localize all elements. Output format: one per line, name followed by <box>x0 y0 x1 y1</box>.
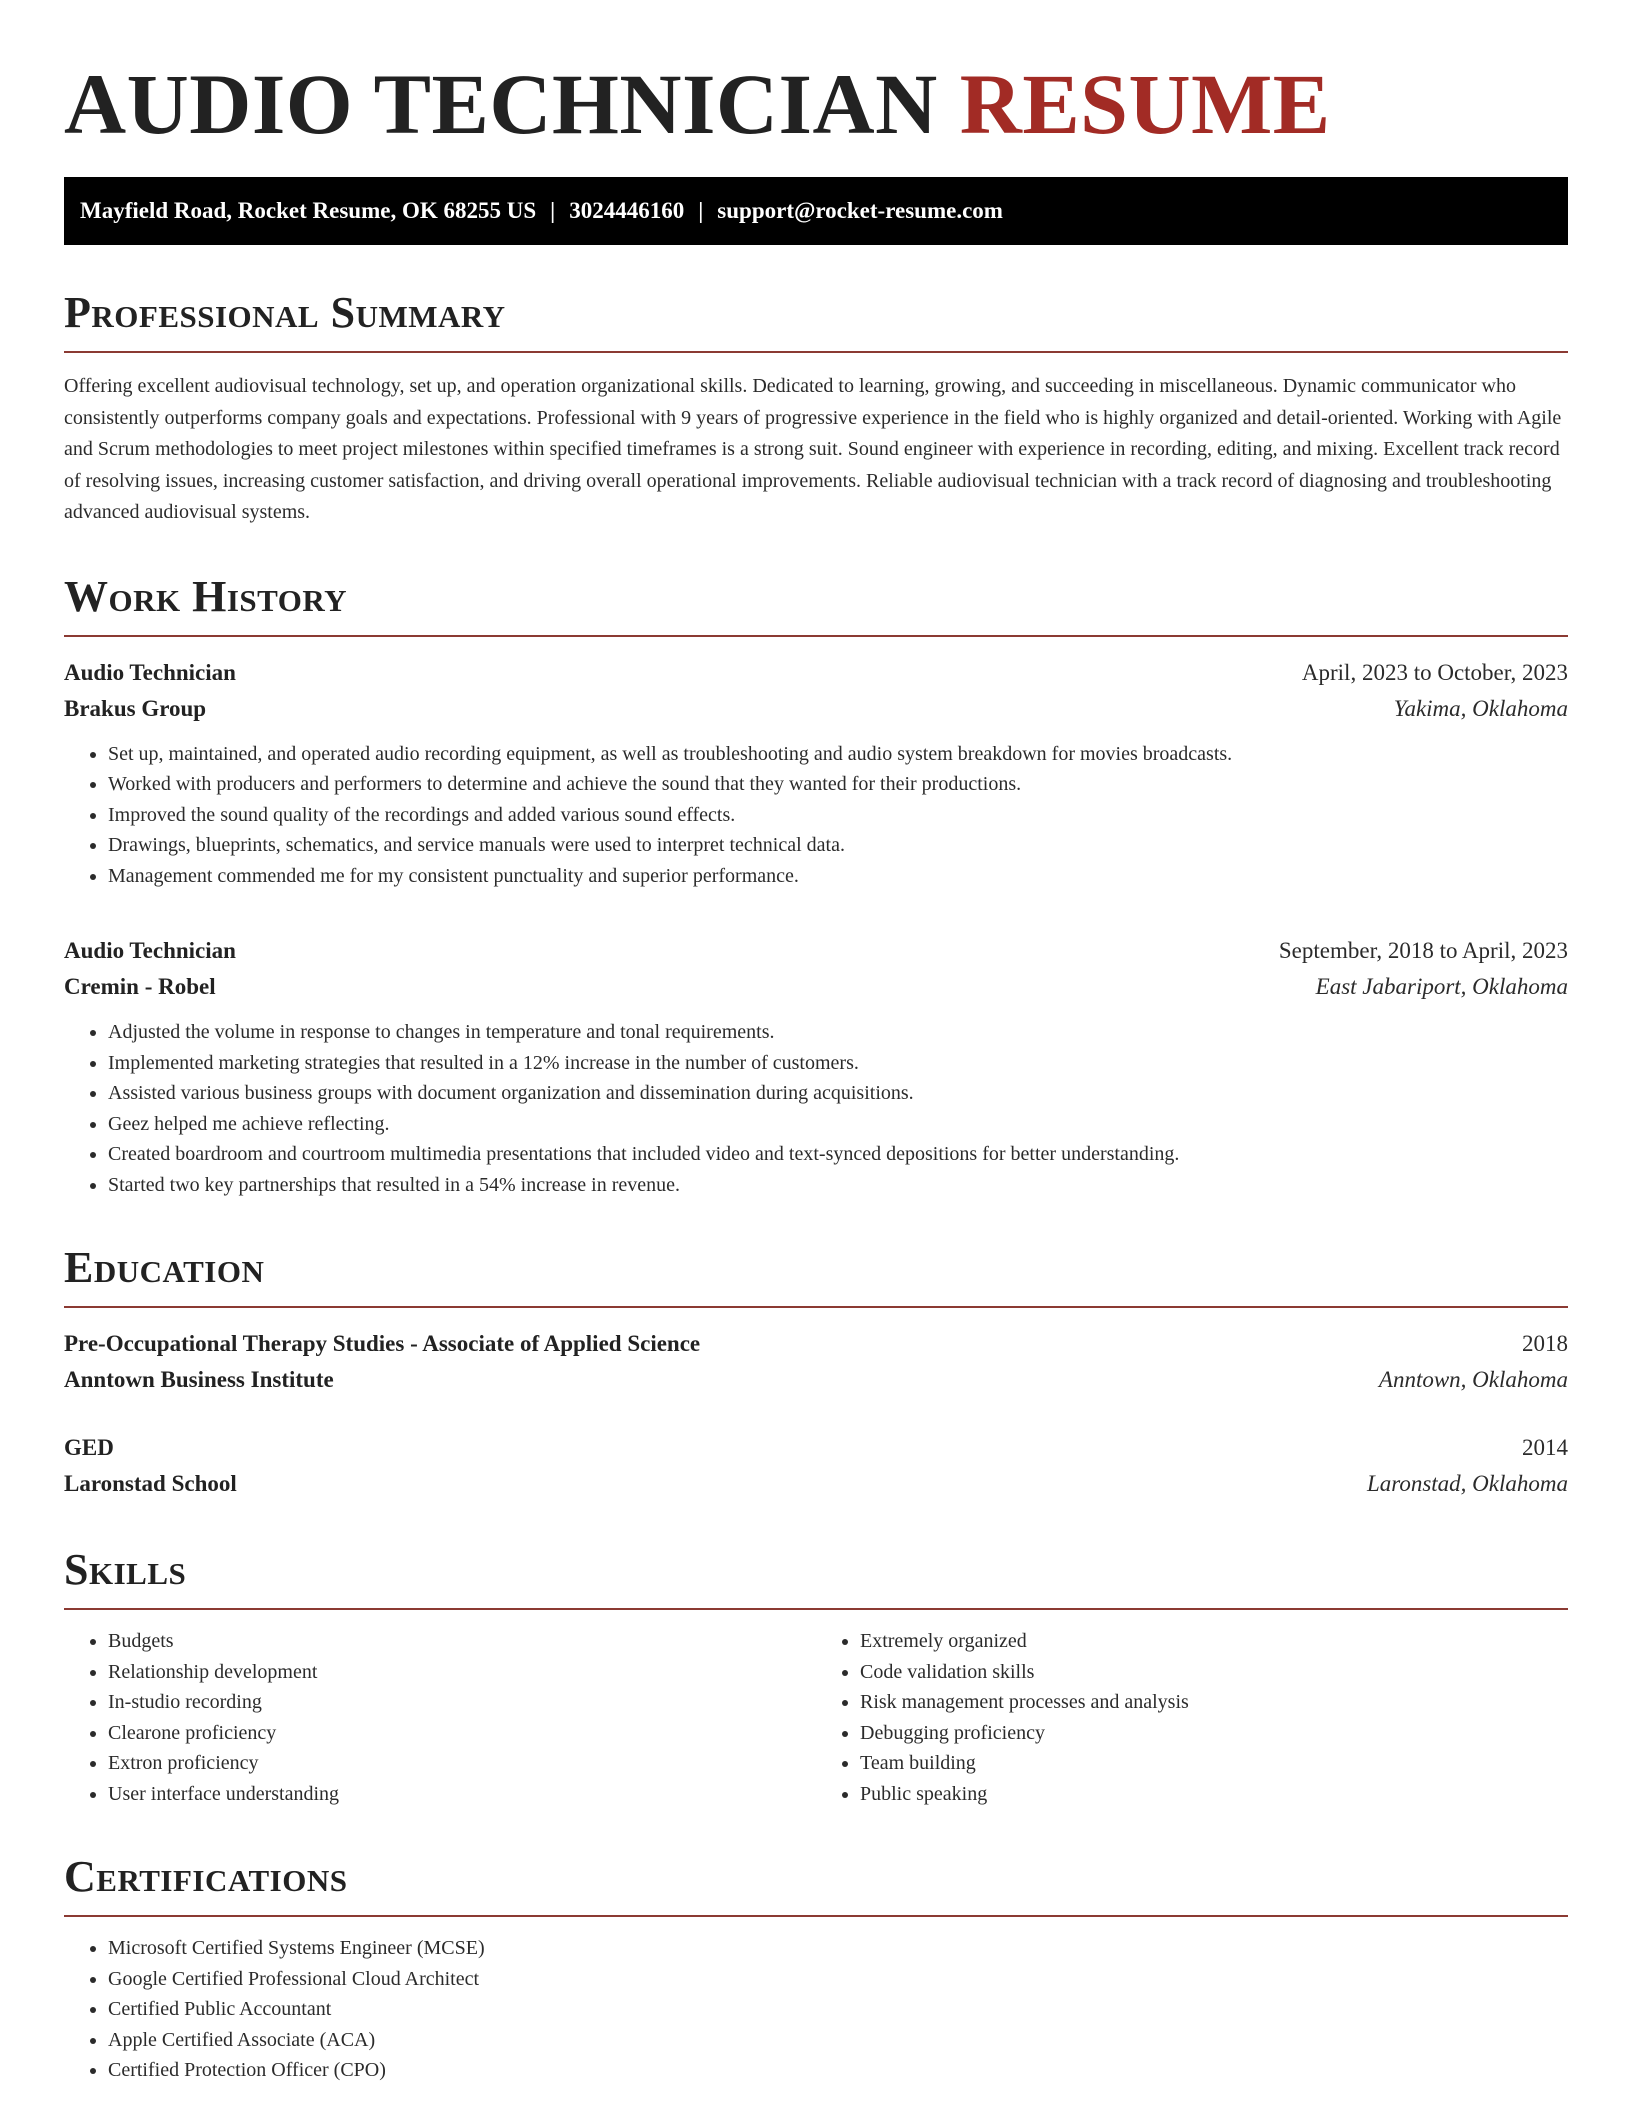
job-title: Audio Technician <box>64 659 236 685</box>
skill-item: • Extron proficiency <box>108 1748 816 1779</box>
job-bullet: • Set up, maintained, and operated audio recording equipment, as well as troubleshooting and audio system breakdown for movies broadcasts. <box>108 739 1568 770</box>
job-bullet: • Worked with producers and performers to determine and achieve the sound that they wanted for their productions. <box>108 769 1568 800</box>
contact-address: Mayfield Road, Rocket Resume, OK 68255 US <box>80 198 537 223</box>
education-entry <box>64 1430 1568 1502</box>
skill-item: • Team building <box>860 1748 1568 1779</box>
job-title-row <box>64 655 1568 691</box>
job-company: Cremin - Robel <box>64 974 216 999</box>
job-bullet: • Implemented marketing strategies that resulted in a 12% increase in the number of customers. <box>108 1048 1568 1079</box>
skill-item: • Debugging proficiency <box>860 1718 1568 1749</box>
education-entry <box>64 1326 1568 1398</box>
job-location: Yakima, Oklahoma <box>1393 695 1568 721</box>
skill-item: • In-studio recording <box>108 1687 816 1718</box>
job-bullet: • Created boardroom and courtroom multimedia presentations that included video and text-synced depositions for better understanding. <box>108 1139 1568 1170</box>
contact-email: support@rocket-resume.com <box>717 198 1003 223</box>
skills-grid <box>64 1626 1568 1809</box>
section-heading-skills: Skills <box>64 1546 1568 1610</box>
job-dates: September, 2018 to April, 2023 <box>1278 938 1568 963</box>
skill-item: • Extremely organized <box>860 1626 1568 1657</box>
job-company-row <box>64 969 1568 1005</box>
education-year: 2018 <box>1522 1331 1568 1356</box>
education-degree: Pre-Occupational Therapy Studies - Associate of Applied Science <box>64 1331 701 1356</box>
education-location: Anntown, Oklahoma <box>1378 1367 1568 1392</box>
certification-item: • Apple Certified Associate (ACA) <box>108 2025 1568 2056</box>
skill-item: • Risk management processes and analysis <box>860 1687 1568 1718</box>
section-heading-education: Education <box>64 1244 1568 1308</box>
education-location: Laronstad, Oklahoma <box>1366 1471 1568 1496</box>
job-company: Brakus Group <box>64 695 207 721</box>
resume-title-accent: RESUME <box>959 56 1331 152</box>
skill-item: • Public speaking <box>860 1779 1568 1810</box>
certification-item: • Certified Public Accountant <box>108 1994 1568 2025</box>
skill-item: • Relationship development <box>108 1657 816 1688</box>
skills-column-right <box>816 1626 1568 1809</box>
certification-item: • Google Certified Professional Cloud Architect <box>108 1964 1568 1995</box>
skill-item: • Budgets <box>108 1626 816 1657</box>
resume-title-main: AUDIO TECHNICIAN <box>64 56 938 152</box>
section-heading-certifications: Certifications <box>64 1853 1568 1917</box>
job-company-row <box>64 691 1568 727</box>
job-location: East Jabariport, Oklahoma <box>1315 974 1568 999</box>
education-degree: GED <box>64 1435 114 1460</box>
job-title: Audio Technician <box>64 938 236 963</box>
contact-separator: | <box>550 198 556 223</box>
job-bullet: • Adjusted the volume in response to changes in temperature and tonal requirements. <box>108 1017 1568 1048</box>
contact-bar <box>64 177 1568 245</box>
certification-item: • Microsoft Certified Systems Engineer (MCSE) <box>108 1933 1568 1964</box>
section-heading-work-history: Work History <box>64 573 1568 637</box>
job-dates: April, 2023 to October, 2023 <box>1301 659 1568 685</box>
contact-phone: 3024446160 <box>569 198 685 223</box>
job-bullet: • Geez helped me achieve reflecting. <box>108 1109 1568 1140</box>
job-bullet: • Improved the sound quality of the recordings and added various sound effects. <box>108 800 1568 831</box>
education-school: Laronstad School <box>64 1471 237 1496</box>
skill-item: • Clearone proficiency <box>108 1718 816 1749</box>
certification-item: • Certified Protection Officer (CPO) <box>108 2055 1568 2086</box>
skills-column-left <box>64 1626 816 1809</box>
contact-separator: | <box>698 198 704 223</box>
education-school-row <box>64 1466 1568 1502</box>
job-bullet: • Assisted various business groups with document organization and dissemination during acquisitions. <box>108 1078 1568 1109</box>
job-bullets <box>64 1017 1568 1200</box>
job-bullet: • Management commended me for my consistent punctuality and superior performance. <box>108 861 1568 892</box>
skill-item: • Code validation skills <box>860 1657 1568 1688</box>
job-entry <box>64 655 1568 892</box>
education-year: 2014 <box>1522 1435 1568 1460</box>
job-bullet: • Drawings, blueprints, schematics, and service manuals were used to interpret technical data. <box>108 830 1568 861</box>
resume-title <box>64 58 1568 150</box>
job-bullets <box>64 739 1568 892</box>
certifications-list <box>64 1933 1568 2086</box>
education-degree-row <box>64 1430 1568 1466</box>
education-school-row <box>64 1362 1568 1398</box>
work-history-list <box>64 655 1568 1201</box>
job-title-row <box>64 933 1568 969</box>
education-list <box>64 1326 1568 1502</box>
section-heading-summary: Professional Summary <box>64 289 1568 353</box>
job-entry <box>64 933 1568 1200</box>
education-school: Anntown Business Institute <box>64 1367 334 1392</box>
summary-text: Offering excellent audiovisual technology, set up, and operation organizational skills. Dedicated to learning, growing, and succeeding in miscellaneous. Dynamic communicator who consistently outperforms company goals and expectations. Professional with 9 years of progressive experience in the field who is highly organized and detail-oriented. Working with Agile and Scrum methodologies to meet project milestones within specified timeframes is a strong suit. Sound engineer with experience in recording, editing, and mixing. Excellent track record of resolving issues, increasing customer satisfaction, and driving overall operational improvements. Reliable audiovisual technician with a track record of diagnosing and troubleshooting advanced audiovisual systems. <box>64 375 1562 523</box>
skill-item: • User interface understanding <box>108 1779 816 1810</box>
job-bullet: • Started two key partnerships that resulted in a 54% increase in revenue. <box>108 1170 1568 1201</box>
education-degree-row <box>64 1326 1568 1362</box>
